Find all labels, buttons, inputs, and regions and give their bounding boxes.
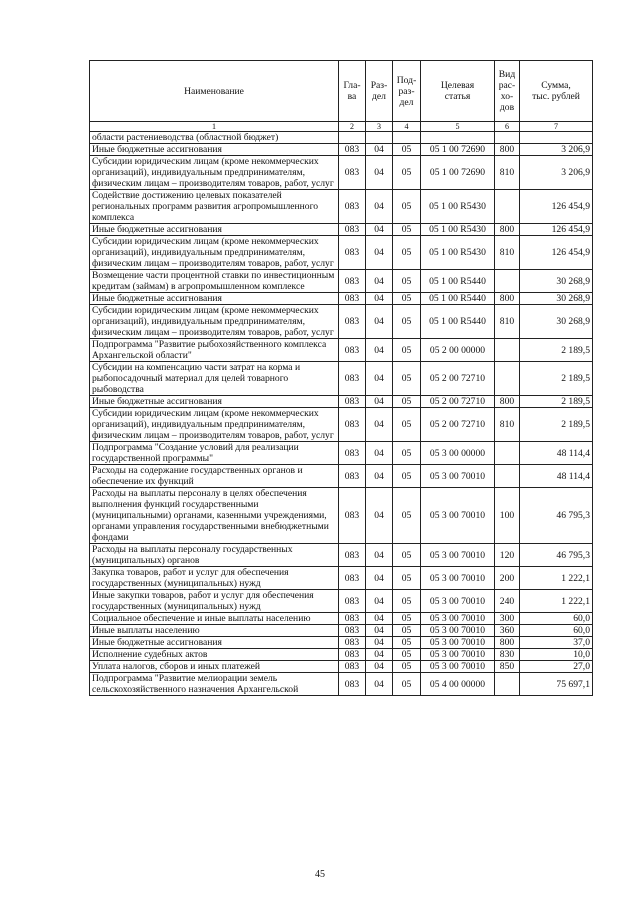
budget-table — [89, 60, 593, 696]
row-glava-cell: 083 — [339, 590, 366, 613]
row-podrazdel-cell: 05 — [393, 339, 421, 362]
table-row — [90, 293, 593, 305]
row-podrazdel-cell — [393, 132, 421, 144]
header-vid: Вид рас- хо- дов — [495, 61, 520, 122]
header-razdel: Раз- дел — [366, 61, 393, 122]
row-celevaya-cell: 05 3 00 70010 — [421, 567, 495, 590]
row-glava-cell: 083 — [339, 567, 366, 590]
row-podrazdel-cell: 05 — [393, 465, 421, 488]
row-summa-cell: 126 454,9 — [520, 224, 593, 236]
row-summa-cell: 2 189,5 — [520, 408, 593, 442]
row-celevaya-cell: 05 1 00 72690 — [421, 156, 495, 190]
row-vid-cell: 120 — [495, 544, 520, 567]
row-vid-cell: 800 — [495, 224, 520, 236]
row-razdel-cell: 04 — [366, 190, 393, 224]
row-summa-cell: 10,0 — [520, 649, 593, 661]
table-row — [90, 132, 593, 144]
row-name-cell: Субсидии юридическим лицам (кроме некоммерческих организаций), индивидуальным предпринимателям, физическим лицам – производителям товаров, работ, услуг — [90, 408, 339, 442]
row-vid-cell: 850 — [495, 661, 520, 673]
row-razdel-cell: 04 — [366, 567, 393, 590]
row-summa-cell: 30 268,9 — [520, 270, 593, 293]
row-celevaya-cell: 05 1 00 R5430 — [421, 224, 495, 236]
row-summa-cell: 75 697,1 — [520, 673, 593, 696]
row-name-cell: Закупка товаров, работ и услуг для обеспечения государственных (муниципальных) нужд — [90, 567, 339, 590]
row-podrazdel-cell: 05 — [393, 408, 421, 442]
row-razdel-cell: 04 — [366, 613, 393, 625]
row-razdel-cell: 04 — [366, 625, 393, 637]
table-row — [90, 339, 593, 362]
row-summa-cell: 27,0 — [520, 661, 593, 673]
row-podrazdel-cell: 05 — [393, 236, 421, 270]
row-summa-cell: 37,0 — [520, 637, 593, 649]
row-vid-cell: 300 — [495, 613, 520, 625]
row-summa-cell: 1 222,1 — [520, 567, 593, 590]
row-name-cell: Субсидии на компенсацию части затрат на корма и рыбопосадочный материал для целей товарного рыбоводства — [90, 362, 339, 396]
row-vid-cell: 360 — [495, 625, 520, 637]
row-celevaya-cell: 05 1 00 R5440 — [421, 270, 495, 293]
row-name-cell: Уплата налогов, сборов и иных платежей — [90, 661, 339, 673]
row-glava-cell: 083 — [339, 339, 366, 362]
row-podrazdel-cell: 05 — [393, 637, 421, 649]
row-razdel-cell: 04 — [366, 224, 393, 236]
row-name-cell: Расходы на выплаты персоналу государственных (муниципальных) органов — [90, 544, 339, 567]
table-row — [90, 673, 593, 696]
row-vid-cell: 100 — [495, 488, 520, 544]
row-vid-cell: 200 — [495, 567, 520, 590]
table-row — [90, 488, 593, 544]
row-glava-cell: 083 — [339, 144, 366, 156]
row-razdel-cell: 04 — [366, 590, 393, 613]
row-name-cell: Возмещение части процентной ставки по инвестиционным кредитам (займам) в агропромышленном комплексе — [90, 270, 339, 293]
row-summa-cell: 3 206,9 — [520, 156, 593, 190]
row-vid-cell: 240 — [495, 590, 520, 613]
row-celevaya-cell: 05 1 00 72690 — [421, 144, 495, 156]
row-name-cell: Исполнение судебных актов — [90, 649, 339, 661]
row-summa-cell: 126 454,9 — [520, 236, 593, 270]
row-razdel-cell: 04 — [366, 637, 393, 649]
row-razdel-cell: 04 — [366, 236, 393, 270]
row-glava-cell: 083 — [339, 396, 366, 408]
row-name-cell: Подпрограмма "Создание условий для реализации государственной программы" — [90, 442, 339, 465]
row-podrazdel-cell: 05 — [393, 293, 421, 305]
row-razdel-cell: 04 — [366, 408, 393, 442]
row-vid-cell: 800 — [495, 144, 520, 156]
table-row — [90, 590, 593, 613]
row-summa-cell: 1 222,1 — [520, 590, 593, 613]
row-glava-cell: 083 — [339, 637, 366, 649]
row-name-cell: Иные бюджетные ассигнования — [90, 293, 339, 305]
row-name-cell: Иные бюджетные ассигнования — [90, 637, 339, 649]
row-podrazdel-cell: 05 — [393, 590, 421, 613]
row-celevaya-cell: 05 2 00 00000 — [421, 339, 495, 362]
row-vid-cell: 810 — [495, 236, 520, 270]
row-summa-cell: 2 189,5 — [520, 339, 593, 362]
table-row — [90, 156, 593, 190]
table-row — [90, 637, 593, 649]
row-glava-cell: 083 — [339, 362, 366, 396]
row-celevaya-cell: 05 3 00 70010 — [421, 625, 495, 637]
table-row — [90, 190, 593, 224]
header-celevaya: Целевая статья — [421, 61, 495, 122]
row-razdel-cell — [366, 132, 393, 144]
row-name-cell: Расходы на выплаты персоналу в целях обеспечения выполнения функций государственными (муниципальными) органами, казенными учреждениями, органами управления государственными внебюджетными фондами — [90, 488, 339, 544]
row-vid-cell: 800 — [495, 396, 520, 408]
row-summa-cell: 3 206,9 — [520, 144, 593, 156]
row-summa-cell: 48 114,4 — [520, 465, 593, 488]
row-summa-cell: 48 114,4 — [520, 442, 593, 465]
table-row — [90, 408, 593, 442]
row-razdel-cell: 04 — [366, 144, 393, 156]
row-vid-cell: 810 — [495, 305, 520, 339]
row-summa-cell: 30 268,9 — [520, 305, 593, 339]
row-podrazdel-cell: 05 — [393, 661, 421, 673]
column-number: 5 — [421, 122, 495, 132]
row-glava-cell: 083 — [339, 190, 366, 224]
row-vid-cell — [495, 362, 520, 396]
row-razdel-cell: 04 — [366, 293, 393, 305]
row-celevaya-cell: 05 1 00 R5440 — [421, 305, 495, 339]
row-vid-cell: 810 — [495, 156, 520, 190]
row-glava-cell: 083 — [339, 661, 366, 673]
row-podrazdel-cell: 05 — [393, 613, 421, 625]
row-name-cell: Иные бюджетные ассигнования — [90, 224, 339, 236]
row-podrazdel-cell: 05 — [393, 144, 421, 156]
row-name-cell: Субсидии юридическим лицам (кроме некоммерческих организаций), индивидуальным предпринимателям, физическим лицам – производителям товаров, работ, услуг — [90, 305, 339, 339]
row-vid-cell — [495, 270, 520, 293]
row-celevaya-cell: 05 2 00 72710 — [421, 362, 495, 396]
table-row — [90, 305, 593, 339]
row-glava-cell: 083 — [339, 544, 366, 567]
row-name-cell: Субсидии юридическим лицам (кроме некоммерческих организаций), индивидуальным предпринимателям, физическим лицам – производителям товаров, работ, услуг — [90, 156, 339, 190]
row-name-cell: области растениеводства (областной бюджет) — [90, 132, 339, 144]
row-podrazdel-cell: 05 — [393, 156, 421, 190]
table-row — [90, 236, 593, 270]
row-razdel-cell: 04 — [366, 488, 393, 544]
row-vid-cell — [495, 132, 520, 144]
row-podrazdel-cell: 05 — [393, 224, 421, 236]
header-glava: Гла- ва — [339, 61, 366, 122]
row-name-cell: Иные бюджетные ассигнования — [90, 396, 339, 408]
row-name-cell: Иные закупки товаров, работ и услуг для обеспечения государственных (муниципальных) нужд — [90, 590, 339, 613]
row-podrazdel-cell: 05 — [393, 396, 421, 408]
row-razdel-cell: 04 — [366, 544, 393, 567]
row-vid-cell — [495, 465, 520, 488]
column-number: 1 — [90, 122, 339, 132]
row-glava-cell: 083 — [339, 156, 366, 190]
row-glava-cell: 083 — [339, 408, 366, 442]
row-celevaya-cell: 05 3 00 70010 — [421, 544, 495, 567]
row-podrazdel-cell: 05 — [393, 488, 421, 544]
row-summa-cell: 60,0 — [520, 625, 593, 637]
row-celevaya-cell: 05 3 00 70010 — [421, 649, 495, 661]
column-number: 3 — [366, 122, 393, 132]
row-vid-cell: 800 — [495, 293, 520, 305]
row-glava-cell: 083 — [339, 224, 366, 236]
row-name-cell: Субсидии юридическим лицам (кроме некоммерческих организаций), индивидуальным предпринимателям, физическим лицам – производителям товаров, работ, услуг — [90, 236, 339, 270]
table-row — [90, 270, 593, 293]
table-row — [90, 613, 593, 625]
row-summa-cell: 2 189,5 — [520, 396, 593, 408]
row-celevaya-cell: 05 1 00 R5440 — [421, 293, 495, 305]
row-celevaya-cell: 05 1 00 R5430 — [421, 236, 495, 270]
table-header-row — [90, 61, 593, 122]
row-glava-cell: 083 — [339, 465, 366, 488]
row-razdel-cell: 04 — [366, 649, 393, 661]
table-row — [90, 544, 593, 567]
row-name-cell: Содействие достижению целевых показателей региональных программ развития агропромышленного комплекса — [90, 190, 339, 224]
row-celevaya-cell: 05 3 00 70010 — [421, 488, 495, 544]
column-number: 4 — [393, 122, 421, 132]
row-glava-cell: 083 — [339, 270, 366, 293]
table-row — [90, 224, 593, 236]
row-glava-cell: 083 — [339, 649, 366, 661]
row-summa-cell: 126 454,9 — [520, 190, 593, 224]
row-razdel-cell: 04 — [366, 156, 393, 190]
row-razdel-cell: 04 — [366, 396, 393, 408]
header-name: Наименование — [90, 61, 339, 122]
row-vid-cell — [495, 442, 520, 465]
row-summa-cell: 30 268,9 — [520, 293, 593, 305]
row-vid-cell — [495, 673, 520, 696]
row-podrazdel-cell: 05 — [393, 673, 421, 696]
row-podrazdel-cell: 05 — [393, 270, 421, 293]
row-glava-cell — [339, 132, 366, 144]
row-razdel-cell: 04 — [366, 339, 393, 362]
table-row — [90, 567, 593, 590]
row-celevaya-cell: 05 3 00 00000 — [421, 442, 495, 465]
row-razdel-cell: 04 — [366, 362, 393, 396]
row-vid-cell: 830 — [495, 649, 520, 661]
row-name-cell: Иные выплаты населению — [90, 625, 339, 637]
row-podrazdel-cell: 05 — [393, 567, 421, 590]
row-celevaya-cell: 05 1 00 R5430 — [421, 190, 495, 224]
row-celevaya-cell — [421, 132, 495, 144]
row-glava-cell: 083 — [339, 305, 366, 339]
column-number: 2 — [339, 122, 366, 132]
row-name-cell: Подпрограмма "Развитие мелиорации земель сельскохозяйственного назначения Архангельской — [90, 673, 339, 696]
table-row — [90, 144, 593, 156]
row-razdel-cell: 04 — [366, 270, 393, 293]
row-razdel-cell: 04 — [366, 305, 393, 339]
row-summa-cell: 2 189,5 — [520, 362, 593, 396]
column-number-row — [90, 122, 593, 132]
row-glava-cell: 083 — [339, 673, 366, 696]
row-name-cell: Подпрограмма "Развитие рыбохозяйственного комплекса Архангельской области" — [90, 339, 339, 362]
table-body — [90, 132, 593, 696]
row-vid-cell — [495, 190, 520, 224]
table-row — [90, 362, 593, 396]
row-razdel-cell: 04 — [366, 661, 393, 673]
row-podrazdel-cell: 05 — [393, 649, 421, 661]
row-podrazdel-cell: 05 — [393, 362, 421, 396]
row-glava-cell: 083 — [339, 293, 366, 305]
column-number: 7 — [520, 122, 593, 132]
row-name-cell: Социальное обеспечение и иные выплаты населению — [90, 613, 339, 625]
row-celevaya-cell: 05 3 00 70010 — [421, 613, 495, 625]
page-number: 45 — [315, 869, 325, 880]
row-razdel-cell: 04 — [366, 673, 393, 696]
row-podrazdel-cell: 05 — [393, 625, 421, 637]
row-podrazdel-cell: 05 — [393, 544, 421, 567]
table-row — [90, 442, 593, 465]
row-celevaya-cell: 05 2 00 72710 — [421, 396, 495, 408]
row-razdel-cell: 04 — [366, 442, 393, 465]
row-summa-cell: 46 795,3 — [520, 488, 593, 544]
row-glava-cell: 083 — [339, 488, 366, 544]
row-podrazdel-cell: 05 — [393, 190, 421, 224]
table-row — [90, 649, 593, 661]
row-glava-cell: 083 — [339, 625, 366, 637]
row-glava-cell: 083 — [339, 613, 366, 625]
row-celevaya-cell: 05 2 00 72710 — [421, 408, 495, 442]
row-vid-cell: 810 — [495, 408, 520, 442]
row-celevaya-cell: 05 3 00 70010 — [421, 590, 495, 613]
header-podrazdel: Под- раз- дел — [393, 61, 421, 122]
row-podrazdel-cell: 05 — [393, 305, 421, 339]
row-summa-cell: 60,0 — [520, 613, 593, 625]
row-vid-cell — [495, 339, 520, 362]
row-vid-cell: 800 — [495, 637, 520, 649]
row-summa-cell — [520, 132, 593, 144]
row-name-cell: Расходы на содержание государственных органов и обеспечение их функций — [90, 465, 339, 488]
row-celevaya-cell: 05 3 00 70010 — [421, 637, 495, 649]
table-row — [90, 625, 593, 637]
row-summa-cell: 46 795,3 — [520, 544, 593, 567]
row-razdel-cell: 04 — [366, 465, 393, 488]
row-celevaya-cell: 05 4 00 00000 — [421, 673, 495, 696]
table-row — [90, 661, 593, 673]
column-number: 6 — [495, 122, 520, 132]
row-glava-cell: 083 — [339, 442, 366, 465]
row-podrazdel-cell: 05 — [393, 442, 421, 465]
header-summa: Сумма, тыс. рублей — [520, 61, 593, 122]
table-row — [90, 465, 593, 488]
row-celevaya-cell: 05 3 00 70010 — [421, 465, 495, 488]
row-glava-cell: 083 — [339, 236, 366, 270]
row-celevaya-cell: 05 3 00 70010 — [421, 661, 495, 673]
row-name-cell: Иные бюджетные ассигнования — [90, 144, 339, 156]
table-row — [90, 396, 593, 408]
